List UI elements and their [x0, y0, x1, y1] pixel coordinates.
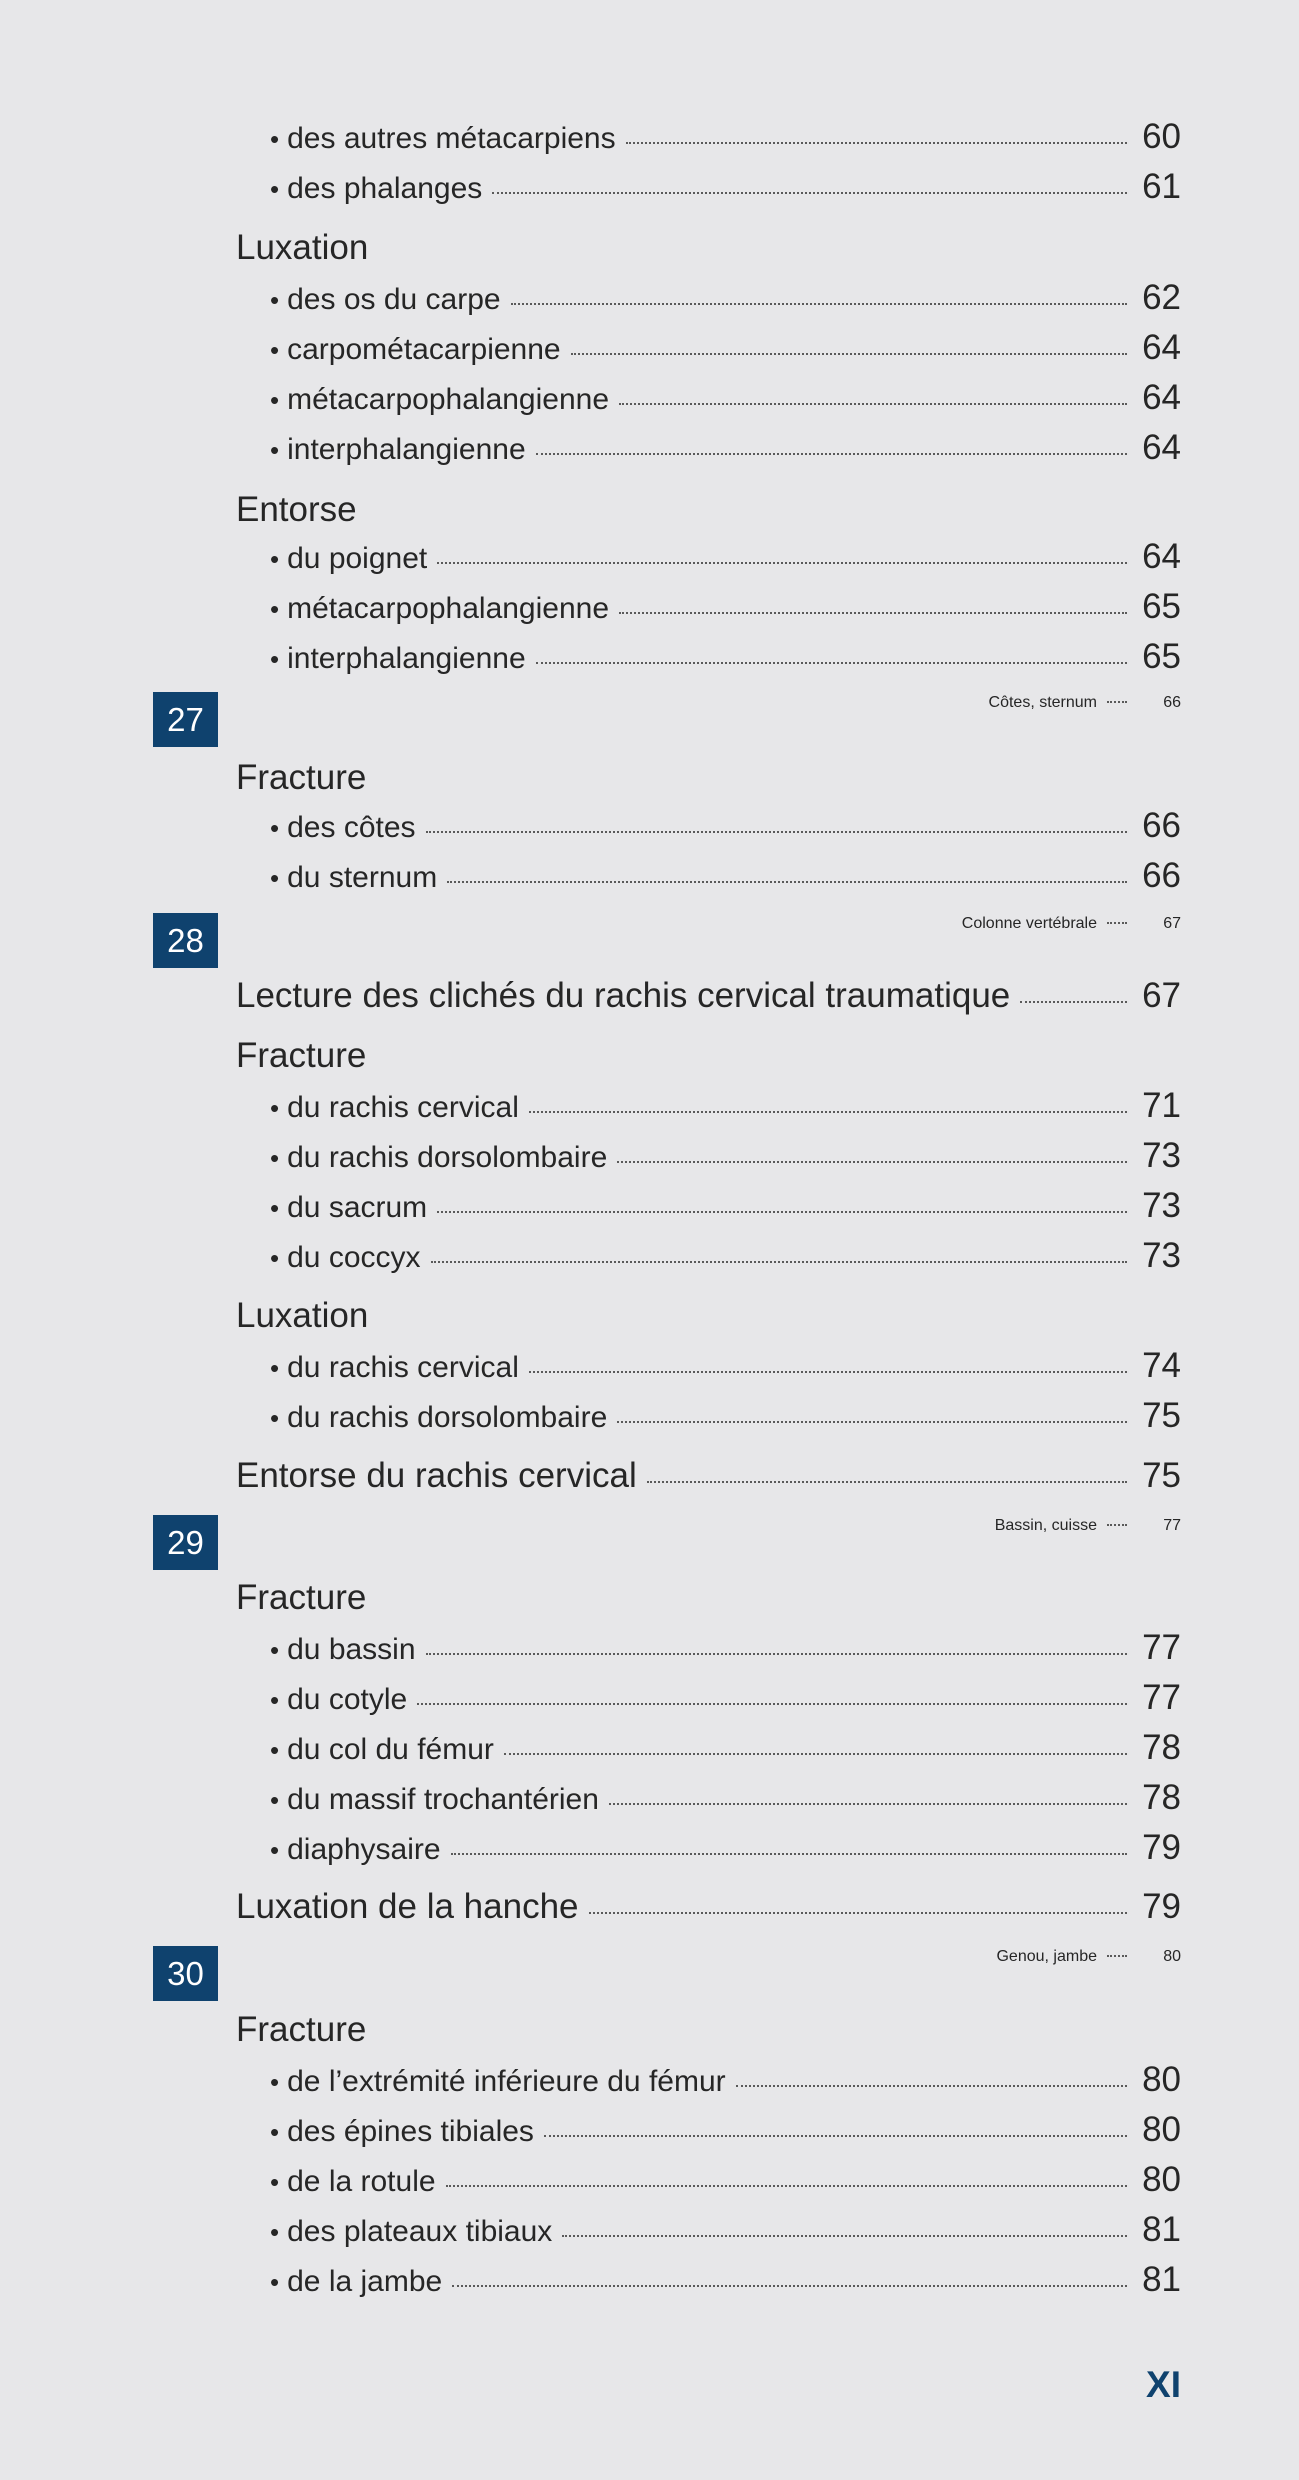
- entry-label: des épines tibiales: [287, 2115, 534, 2148]
- entry-label: interphalangienne: [287, 433, 526, 466]
- bullet-icon: •: [270, 1835, 280, 1865]
- dot-leader: [504, 1753, 1127, 1755]
- dot-leader: [626, 142, 1127, 144]
- bullet-icon: •: [270, 435, 280, 465]
- dot-leader: [437, 1211, 1127, 1213]
- entry-label: du rachis cervical: [287, 1091, 519, 1124]
- page-number: 66: [1163, 694, 1181, 711]
- page-number: 64: [1142, 537, 1181, 576]
- toc-item-entry[interactable]: [270, 1828, 1181, 1868]
- page-number: 65: [1142, 587, 1181, 626]
- bullet-icon: •: [270, 285, 280, 315]
- page-number: 71: [1142, 1086, 1181, 1125]
- toc-item-entry[interactable]: [270, 856, 1181, 896]
- bullet-icon: •: [270, 385, 280, 415]
- bullet-icon: •: [270, 544, 280, 574]
- page-number: 77: [1142, 1678, 1181, 1717]
- section-heading: Entorse: [236, 490, 357, 529]
- toc-item-entry[interactable]: [270, 2210, 1181, 2250]
- chapter-number-badge: 28: [153, 913, 218, 968]
- toc-chapter-entry[interactable]: [995, 1517, 1181, 1535]
- page-number: 64: [1142, 378, 1181, 417]
- toc-item-entry[interactable]: [270, 2260, 1181, 2300]
- page-number: 80: [1142, 2110, 1181, 2149]
- entry-label: métacarpophalangienne: [287, 592, 610, 625]
- bullet-icon: •: [270, 1685, 280, 1715]
- section-heading: Luxation: [236, 228, 369, 267]
- entry-label: du bassin: [287, 1633, 416, 1666]
- page-number: 61: [1142, 167, 1181, 206]
- toc-item-entry[interactable]: [270, 1186, 1181, 1226]
- entry-label: interphalangienne: [287, 642, 526, 675]
- bullet-icon: •: [270, 2267, 280, 2297]
- entry-label: des côtes: [287, 811, 416, 844]
- chapter-number-badge: 29: [153, 1515, 218, 1570]
- toc-item-entry[interactable]: [270, 537, 1181, 577]
- entry-label: du rachis dorsolombaire: [287, 1141, 608, 1174]
- dot-leader: [452, 2285, 1127, 2287]
- bullet-icon: •: [270, 1193, 280, 1223]
- toc-item-entry[interactable]: [270, 278, 1181, 318]
- toc-item-entry[interactable]: [270, 1728, 1181, 1768]
- bullet-icon: •: [270, 124, 280, 154]
- bullet-icon: •: [270, 1243, 280, 1273]
- page-number: 78: [1142, 1728, 1181, 1767]
- dot-leader: [451, 1853, 1127, 1855]
- dot-leader: [617, 1161, 1127, 1163]
- page-number: 77: [1163, 1517, 1181, 1534]
- dot-leader: [437, 562, 1127, 564]
- entry-label: Bassin, cuisse: [994, 1517, 1097, 1534]
- dot-leader: [426, 1653, 1127, 1655]
- section-heading: Fracture: [236, 1036, 367, 1075]
- entry-label: de la jambe: [287, 2265, 443, 2298]
- entry-label: du massif trochantérien: [287, 1783, 599, 1816]
- entry-label: des plateaux tibiaux: [287, 2215, 553, 2248]
- chapter-number-badge: 30: [153, 1946, 218, 2001]
- toc-item-entry[interactable]: [270, 117, 1181, 157]
- dot-leader: [1020, 1001, 1127, 1003]
- toc-item-entry[interactable]: [270, 637, 1181, 677]
- bullet-icon: •: [270, 644, 280, 674]
- entry-label: de l’extrémité inférieure du fémur: [287, 2065, 726, 2098]
- dot-leader: [562, 2235, 1127, 2237]
- toc-item-entry[interactable]: [270, 167, 1181, 207]
- toc-item-entry[interactable]: [270, 328, 1181, 368]
- section-heading: Fracture: [236, 758, 367, 797]
- toc-item-entry[interactable]: [270, 1346, 1181, 1386]
- dot-leader: [529, 1111, 1127, 1113]
- page-number: 64: [1142, 428, 1181, 467]
- entry-label: métacarpophalangienne: [287, 383, 610, 416]
- toc-chapter-entry[interactable]: [989, 694, 1181, 712]
- entry-label: des autres métacarpiens: [287, 122, 616, 155]
- dot-leader: [1107, 1955, 1127, 1957]
- page-number: 78: [1142, 1778, 1181, 1817]
- toc-item-entry[interactable]: [270, 1086, 1181, 1126]
- page-number: 73: [1142, 1136, 1181, 1175]
- page-number: 64: [1142, 328, 1181, 367]
- page-number: 75: [1142, 1396, 1181, 1435]
- dot-leader: [431, 1261, 1128, 1263]
- bullet-icon: •: [270, 335, 280, 365]
- dot-leader: [447, 881, 1127, 883]
- toc-item-entry[interactable]: [270, 378, 1181, 418]
- entry-label: du rachis cervical: [287, 1351, 519, 1384]
- page-number: 67: [1142, 976, 1181, 1015]
- bullet-icon: •: [270, 1143, 280, 1173]
- bullet-icon: •: [270, 2117, 280, 2147]
- entry-label: des os du carpe: [287, 283, 501, 316]
- dot-leader: [426, 831, 1127, 833]
- dot-leader: [619, 403, 1127, 405]
- dot-leader: [417, 1703, 1127, 1705]
- bullet-icon: •: [270, 2067, 280, 2097]
- entry-label: carpométacarpienne: [287, 333, 561, 366]
- bullet-icon: •: [270, 813, 280, 843]
- toc-item-entry[interactable]: [270, 1136, 1181, 1176]
- toc-item-entry[interactable]: [270, 1396, 1181, 1436]
- bullet-icon: •: [270, 174, 280, 204]
- page-number: 79: [1142, 1828, 1181, 1867]
- dot-leader: [446, 2185, 1127, 2187]
- entry-label: Luxation de la hanche: [236, 1887, 579, 1926]
- section-heading: Luxation: [236, 1296, 369, 1335]
- section-heading: Fracture: [236, 2010, 367, 2049]
- section-heading: Fracture: [236, 1578, 367, 1617]
- toc-item-entry[interactable]: [270, 806, 1181, 846]
- bullet-icon: •: [270, 1403, 280, 1433]
- entry-label: du sacrum: [287, 1191, 428, 1224]
- toc-item-entry[interactable]: [270, 2060, 1181, 2100]
- entry-label: du sternum: [287, 861, 438, 894]
- page-number: 80: [1142, 2160, 1181, 2199]
- bullet-icon: •: [270, 1635, 280, 1665]
- dot-leader: [619, 612, 1127, 614]
- dot-leader: [571, 353, 1127, 355]
- dot-leader: [529, 1371, 1127, 1373]
- entry-label: du poignet: [287, 542, 428, 575]
- page-number: 62: [1142, 278, 1181, 317]
- page-number: 66: [1142, 806, 1181, 845]
- bullet-icon: •: [270, 2167, 280, 2197]
- chapter-number-badge: 27: [153, 692, 218, 747]
- toc-item-entry[interactable]: [270, 1678, 1181, 1718]
- toc-item-entry[interactable]: [270, 428, 1181, 468]
- entry-label: du col du fémur: [287, 1733, 494, 1766]
- toc-item-entry[interactable]: [270, 1778, 1181, 1818]
- toc-item-entry[interactable]: [270, 2110, 1181, 2150]
- dot-leader: [536, 453, 1127, 455]
- toc-item-entry[interactable]: [270, 1628, 1181, 1668]
- dot-leader: [511, 303, 1127, 305]
- page-number: 81: [1142, 2260, 1181, 2299]
- dot-leader: [609, 1803, 1127, 1805]
- dot-leader: [1107, 1524, 1127, 1526]
- page-number: 65: [1142, 637, 1181, 676]
- page-number: 80: [1142, 2060, 1181, 2099]
- page-number: 73: [1142, 1236, 1181, 1275]
- page-folio: XI: [1146, 2364, 1181, 2405]
- bullet-icon: •: [270, 2217, 280, 2247]
- dot-leader: [617, 1421, 1127, 1423]
- toc-item-entry[interactable]: [270, 1236, 1181, 1276]
- dot-leader: [544, 2135, 1127, 2137]
- entry-label: Lecture des clichés du rachis cervical traumatique: [236, 976, 1011, 1015]
- bullet-icon: •: [270, 594, 280, 624]
- dot-leader: [589, 1912, 1128, 1914]
- toc-chapter-entry[interactable]: [996, 1948, 1181, 1966]
- page-number: 80: [1163, 1948, 1181, 1965]
- toc-chapter-entry[interactable]: [962, 915, 1181, 933]
- dot-leader: [1107, 701, 1127, 703]
- entry-label: des phalanges: [287, 172, 483, 205]
- entry-label: diaphysaire: [287, 1833, 441, 1866]
- bullet-icon: •: [270, 1785, 280, 1815]
- entry-label: Côtes, sternum: [988, 694, 1097, 711]
- bullet-icon: •: [270, 1093, 280, 1123]
- toc-item-entry[interactable]: [270, 2160, 1181, 2200]
- entry-label: Genou, jambe: [996, 1948, 1097, 1965]
- dot-leader: [536, 662, 1127, 664]
- page-number: 77: [1142, 1628, 1181, 1667]
- page-number: 79: [1142, 1887, 1181, 1926]
- dot-leader: [1107, 922, 1127, 924]
- entry-label: de la rotule: [287, 2165, 436, 2198]
- bullet-icon: •: [270, 863, 280, 893]
- page-number: 73: [1142, 1186, 1181, 1225]
- page-number: 74: [1142, 1346, 1181, 1385]
- page-number: 60: [1142, 117, 1181, 156]
- page-number: 75: [1142, 1456, 1181, 1495]
- entry-label: Colonne vertébrale: [961, 915, 1097, 932]
- toc-subsection-entry[interactable]: [236, 1887, 1181, 1931]
- dot-leader: [647, 1481, 1127, 1483]
- toc-subsection-entry[interactable]: [236, 976, 1181, 1020]
- entry-label: du rachis dorsolombaire: [287, 1401, 608, 1434]
- entry-label: du coccyx: [287, 1241, 421, 1274]
- toc-subsection-entry[interactable]: [236, 1456, 1181, 1500]
- bullet-icon: •: [270, 1353, 280, 1383]
- entry-label: Entorse du rachis cervical: [236, 1456, 637, 1495]
- page-number: 66: [1142, 856, 1181, 895]
- dot-leader: [492, 192, 1127, 194]
- entry-label: du cotyle: [287, 1683, 408, 1716]
- page-number: 81: [1142, 2210, 1181, 2249]
- dot-leader: [736, 2085, 1127, 2087]
- toc-item-entry[interactable]: [270, 587, 1181, 627]
- bullet-icon: •: [270, 1735, 280, 1765]
- page-number: 67: [1163, 915, 1181, 932]
